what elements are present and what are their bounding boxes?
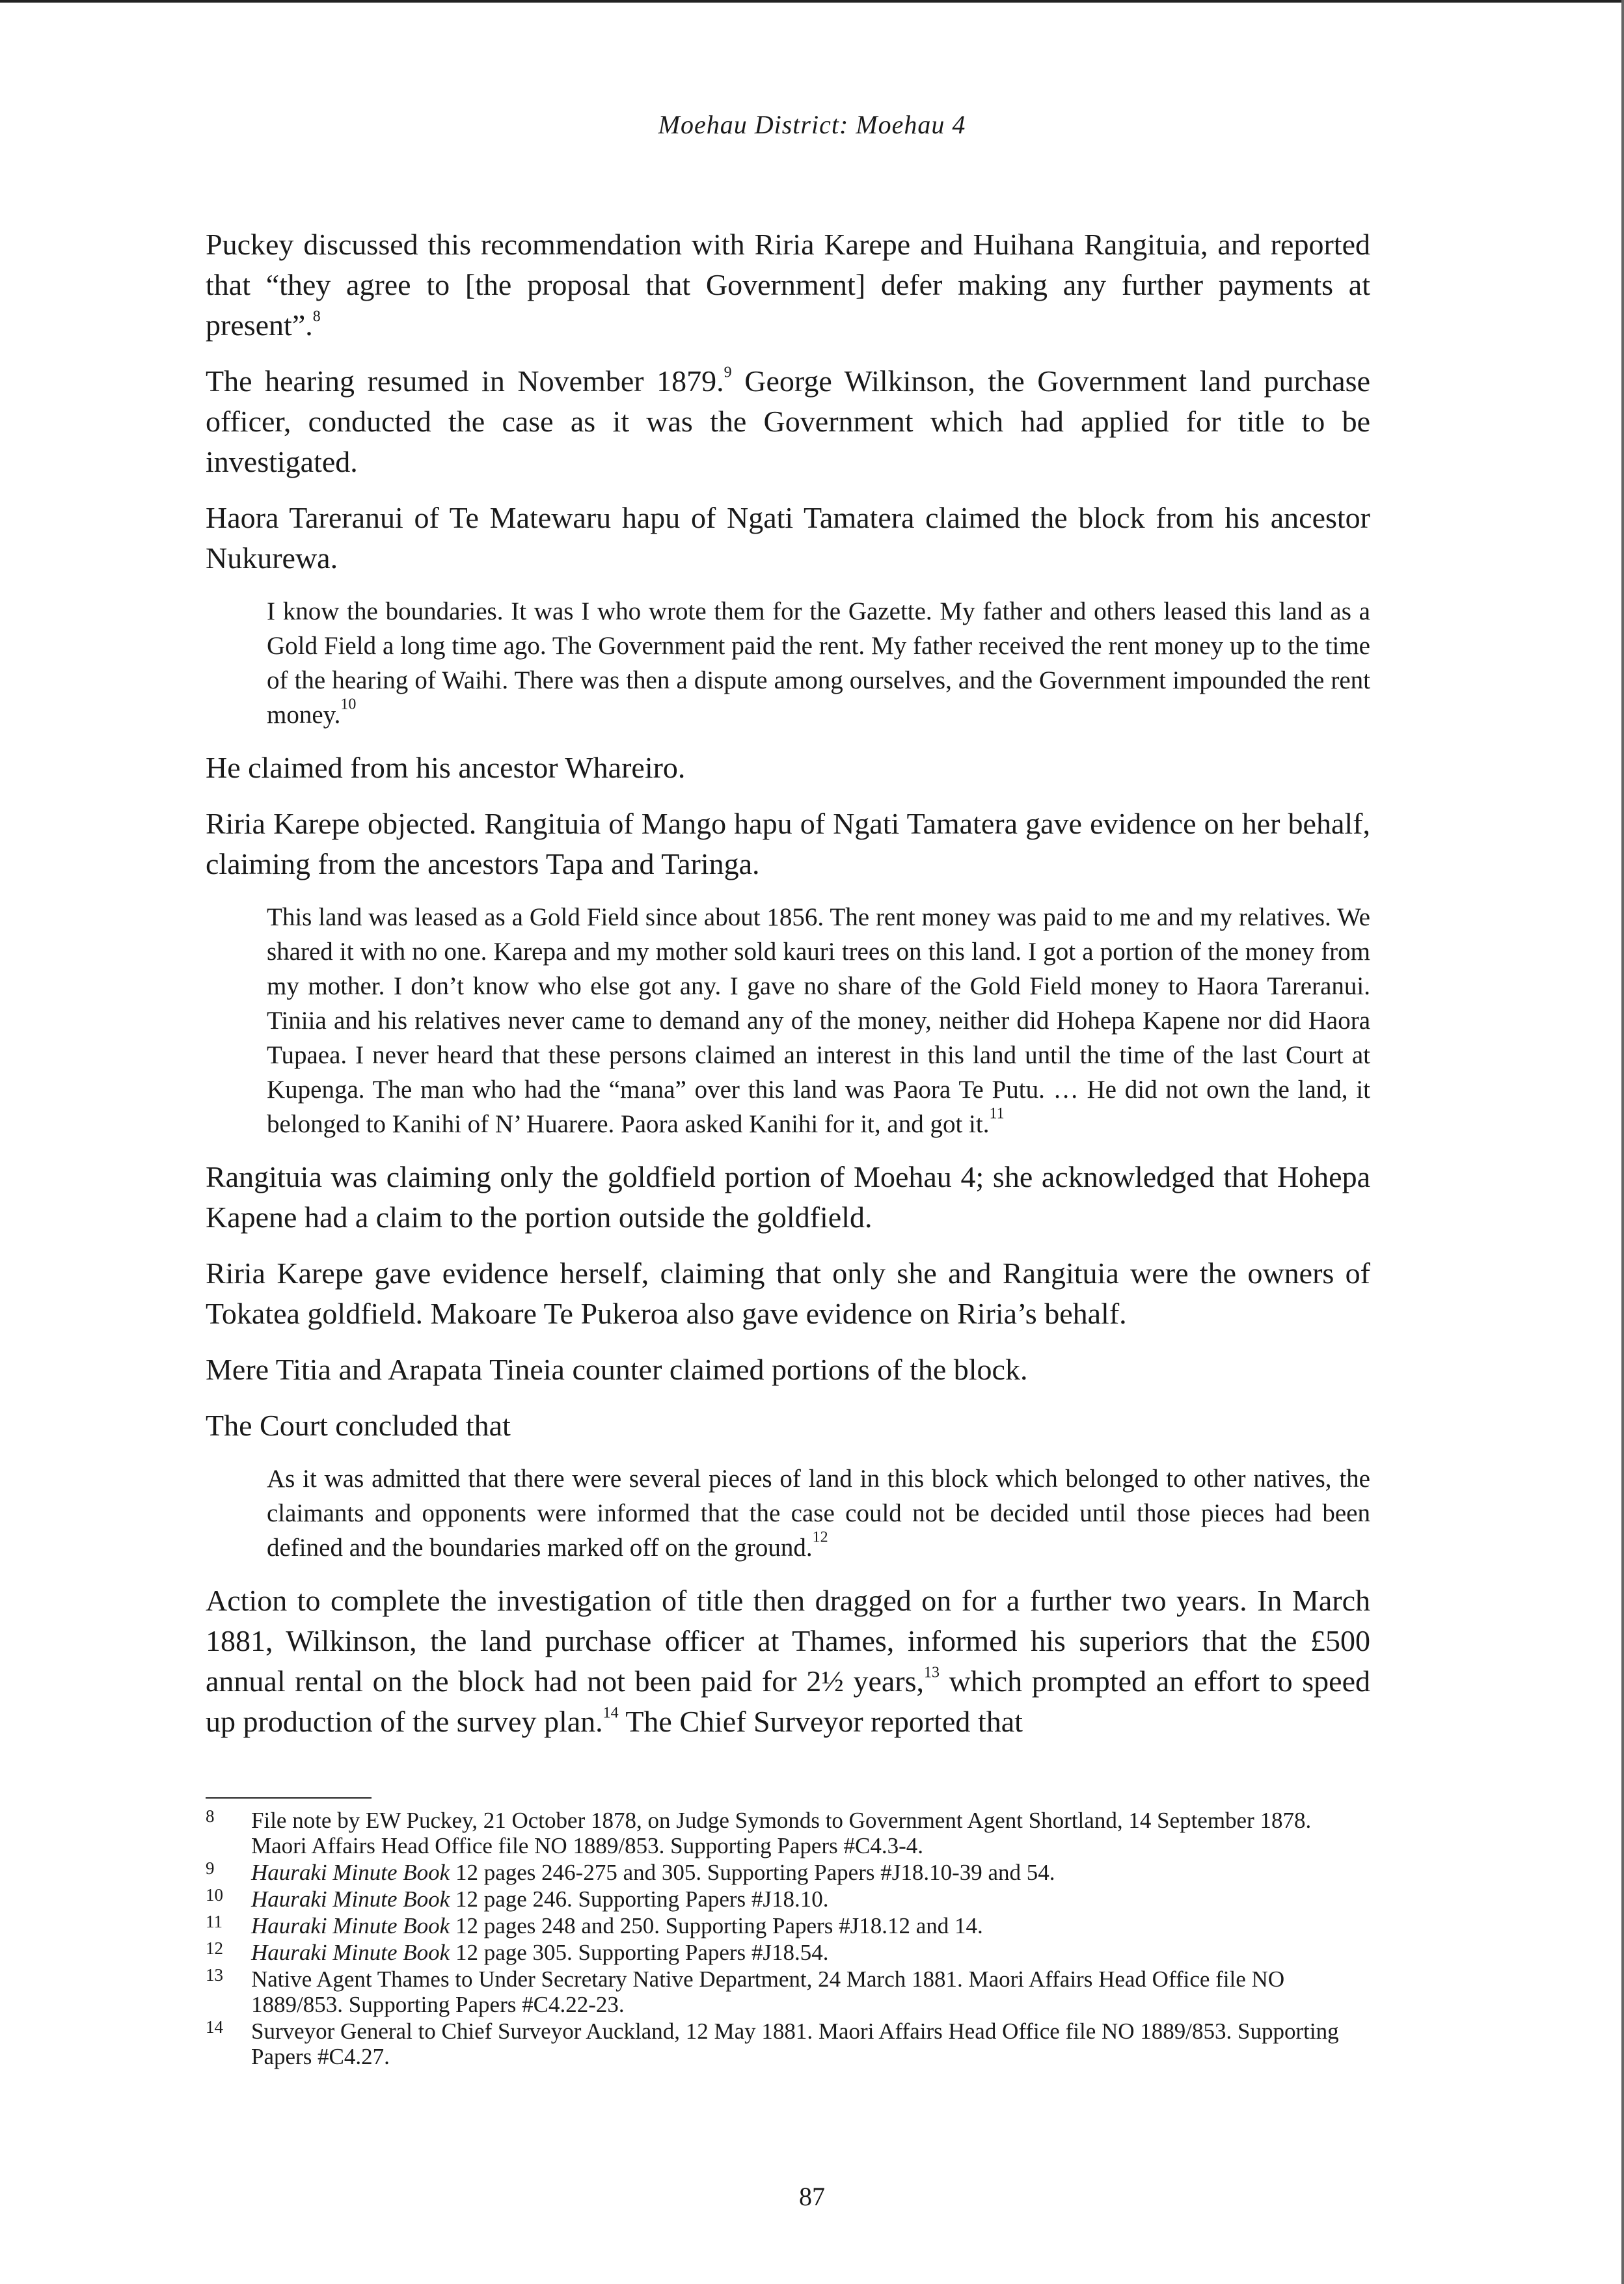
paragraph-3 [206, 498, 1370, 578]
paragraph-2-text-b: George Wilkinson, the Government land purchase officer, conducted the case as it was the Government which had applied for title to be investigated. [206, 364, 1371, 478]
footnote-8 [206, 1808, 1370, 1858]
footnotes [206, 1808, 1370, 2071]
footnote-text: 12 pages 248 and 250. Supporting Papers #J18.12 and 14. [450, 1913, 983, 1938]
footnote-text: 12 page 305. Supporting Papers #J18.54. [450, 1940, 829, 1965]
footnote-ref-8[interactable]: 8 [312, 308, 321, 325]
paragraph-7-text: Riria Karepe gave evidence herself, claiming that only she and Rangituia were the owners of Tokatea goldfield. Makoare Te Pukeroa also gave evidence on Riria’s behalf. [206, 1257, 1370, 1330]
running-head: Moehau District: Moehau 4 [658, 110, 966, 139]
paragraph-10-text-b: which prompted an effort to speed up production of the survey plan. [206, 1665, 1371, 1738]
paragraph-5 [206, 804, 1370, 884]
footnote-text: Native Agent Thames to Under Secretary Native Department, 24 March 1881. Maori Affairs Head Office file NO 1889/853. Supporting Papers #C4.22-23. [251, 1966, 1285, 2017]
paragraph-5-text: Riria Karepe objected. Rangituia of Mango hapu of Ngati Tamatera gave evidence on her behalf, claiming from the ancestors Tapa and Taringa. [206, 807, 1370, 880]
footnote-12 [206, 1940, 1370, 1965]
block-quote-3 [267, 1461, 1370, 1565]
paragraph-2 [206, 361, 1370, 482]
footnote-ref-10[interactable]: 10 [340, 696, 357, 713]
paragraph-9 [206, 1406, 1370, 1446]
footnote-source-title: Hauraki Minute Book [251, 1913, 450, 1938]
paragraph-1 [206, 224, 1370, 346]
footnote-source-title: Hauraki Minute Book [251, 1860, 450, 1885]
footnote-ref-13[interactable]: 13 [924, 1664, 940, 1681]
footnote-number: 9 [206, 1858, 215, 1878]
footnote-number: 12 [206, 1938, 223, 1958]
footnote-text: File note by EW Puckey, 21 October 1878, on Judge Symonds to Government Agent Shortland, 14 September 1878. Maori Affairs Head Office file NO 1889/853. Supporting Papers #C4.3-4. [251, 1808, 1312, 1858]
paragraph-9-text: The Court concluded that [206, 1409, 511, 1442]
footnote-number: 13 [206, 1965, 223, 1985]
footnote-ref-9[interactable]: 9 [724, 364, 732, 381]
footnote-ref-14[interactable]: 14 [602, 1704, 619, 1722]
footnote-rule [206, 1797, 372, 1799]
block-quote-1 [267, 594, 1370, 732]
paragraph-4-text: He claimed from his ancestor Whareiro. [206, 751, 686, 784]
block-quote-1-text: I know the boundaries. It was I who wrote them for the Gazette. My father and others leased this land as a Gold Field a long time ago. The Government paid the rent. My father received the rent money up to the time of the hearing of Waihi. There was then a dispute among ourselves, and the Government impounded the rent money. [267, 597, 1370, 729]
footnote-10 [206, 1886, 1370, 1912]
paragraph-8-text: Mere Titia and Arapata Tineia counter claimed portions of the block. [206, 1353, 1028, 1386]
footnote-9 [206, 1860, 1370, 1885]
footnote-source-title: Hauraki Minute Book [251, 1940, 450, 1965]
block-quote-3-text: As it was admitted that there were several pieces of land in this block which belonged to other natives, the claimants and opponents were informed that the case could not be decided until those pieces had been defined and the boundaries marked off on the ground. [267, 1465, 1370, 1562]
scan-top-edge [0, 0, 1624, 3]
footnote-number: 10 [206, 1885, 223, 1905]
paragraph-1-text: Puckey discussed this recommendation with Riria Karepe and Huihana Rangituia, and reported that “they agree to [the proposal that Government] defer making any further payments at present”. [206, 228, 1370, 342]
paragraph-3-text: Haora Tareranui of Te Matewaru hapu of Ngati Tamatera claimed the block from his ancestor Nukurewa. [206, 501, 1370, 575]
footnote-11 [206, 1913, 1370, 1938]
footnote-ref-11[interactable]: 11 [989, 1105, 1005, 1122]
page-number: 87 [799, 2182, 825, 2211]
footnote-number: 8 [206, 1806, 215, 1826]
footnote-number: 14 [206, 2017, 223, 2037]
footnote-source-title: Hauraki Minute Book [251, 1886, 450, 1912]
footnote-number: 11 [206, 1912, 223, 1931]
paragraph-10-text-a: Action to complete the investigation of title then dragged on for a further two years. In March 1881, Wilkinson, the land purchase officer at Thames, informed his superiors that the £500 annual rental on the block had not been paid for 2½ years, [206, 1584, 1370, 1698]
paragraph-2-text-a: The hearing resumed in November 1879. [206, 364, 724, 398]
paragraph-7 [206, 1253, 1370, 1334]
block-quote-2-text: This land was leased as a Gold Field since about 1856. The rent money was paid to me and my relatives. We shared it with no one. Karepa and my mother sold kauri trees on this land. I got a portion of the money from my mother. I don’t know who else got any. I gave no share of the Gold Field money to Haora Tareranui. Tiniia and his relatives never came to demand any of the money, neither did Hohepa Kapene nor did Haora Tupaea. I never heard that these persons claimed an interest in this land until the time of the last Court at Kupenga. The man who had the “mana” over this land was Paora Te Putu. … He did not own the land, it belonged to Kanihi of N’ Huarere. Paora asked Kanihi for it, and got it. [267, 903, 1370, 1138]
block-quote-2 [267, 900, 1370, 1141]
scan-right-edge [1621, 0, 1624, 2284]
paragraph-10-text-c: The Chief Surveyor reported that [618, 1705, 1023, 1738]
paragraph-6 [206, 1157, 1370, 1238]
footnote-text: 12 pages 246-275 and 305. Supporting Papers #J18.10-39 and 54. [450, 1860, 1055, 1885]
paragraph-8 [206, 1350, 1370, 1390]
footnote-13 [206, 1966, 1370, 2017]
footnote-14 [206, 2019, 1370, 2069]
footnote-ref-12[interactable]: 12 [812, 1529, 828, 1546]
paragraph-10 [206, 1581, 1370, 1742]
paragraph-4 [206, 748, 1370, 788]
body-text [206, 224, 1370, 1758]
paragraph-6-text: Rangituia was claiming only the goldfield portion of Moehau 4; she acknowledged that Hohepa Kapene had a claim to the portion outside the goldfield. [206, 1160, 1370, 1234]
footnote-text: 12 page 246. Supporting Papers #J18.10. [450, 1886, 829, 1912]
footnote-text: Surveyor General to Chief Surveyor Auckland, 12 May 1881. Maori Affairs Head Office file NO 1889/853. Supporting Papers #C4.27. [251, 2019, 1339, 2069]
